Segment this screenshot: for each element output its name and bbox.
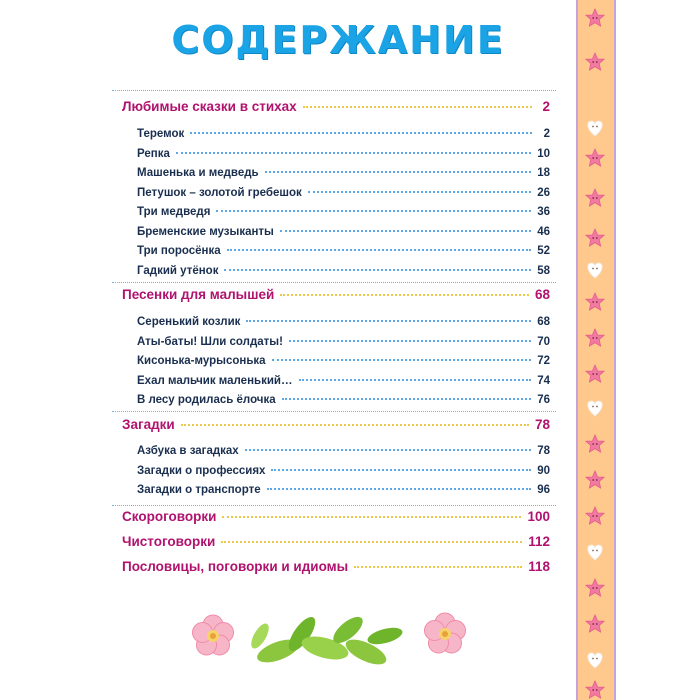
toc-item-title: Азбука в загадках [137, 445, 239, 457]
toc-section[interactable] [122, 99, 550, 119]
dot-leader [354, 566, 522, 568]
toc-page-number: 26 [537, 186, 550, 199]
toc-page-number: 46 [537, 225, 550, 238]
toc-page-number: 52 [537, 245, 550, 257]
dot-leader [303, 106, 532, 108]
flower-icon [425, 613, 466, 653]
dot-leader [190, 132, 532, 134]
star-icon [586, 293, 604, 310]
toc-section[interactable] [122, 509, 550, 529]
heart-icon [588, 401, 603, 416]
dot-leader [272, 359, 532, 361]
dot-leader [224, 269, 531, 271]
toc-section-title: Любимые сказки в стихах [122, 99, 297, 114]
toc-item[interactable] [137, 445, 550, 465]
star-icon [586, 9, 604, 26]
toc-section[interactable] [122, 559, 550, 579]
divider [112, 282, 556, 283]
dot-leader [245, 449, 532, 451]
star-icon [586, 615, 604, 632]
toc-item-title: Бременские музыканты [137, 225, 274, 238]
toc-item-title: Кисонька-мурысонька [137, 355, 266, 367]
star-icon [586, 435, 604, 452]
decorative-side-strip [576, 0, 616, 700]
toc-section[interactable] [122, 417, 550, 437]
dot-leader [280, 294, 529, 296]
toc-item-title: Машенька и медведь [137, 167, 259, 179]
toc-section-title: Загадки [122, 417, 175, 432]
dot-leader [227, 249, 532, 251]
dot-leader [271, 469, 531, 471]
toc-page-number: 18 [537, 167, 550, 179]
toc-item[interactable] [137, 148, 550, 168]
flower-icon [193, 615, 234, 655]
page-title: СОДЕРЖАНИЕ [171, 18, 505, 62]
toc-item-title: Гадкий утёнок [137, 264, 219, 277]
toc-item[interactable] [137, 128, 550, 148]
strip-pattern [578, 0, 610, 700]
toc-section[interactable] [122, 534, 550, 554]
heart-icon [588, 121, 603, 136]
dot-leader [308, 191, 531, 193]
toc-item[interactable] [137, 167, 550, 187]
star-icon [586, 149, 604, 166]
toc-item[interactable] [137, 226, 550, 246]
toc-page-number: 112 [528, 534, 550, 549]
dot-leader [216, 210, 531, 212]
toc-item-title: Серенький козлик [137, 316, 241, 328]
dot-leader [176, 152, 531, 154]
toc-page-number: 100 [527, 509, 550, 524]
toc-page-number: 76 [537, 394, 550, 406]
leaves-icon [248, 612, 404, 669]
toc-item-title: Загадки о профессиях [137, 464, 266, 477]
toc-page-number: 68 [534, 287, 550, 302]
toc-page-number: 78 [534, 417, 550, 432]
toc-section-title: Чистоговорки [122, 534, 216, 549]
toc-item[interactable] [137, 206, 550, 226]
toc-section-title: Скороговорки [122, 509, 217, 524]
dot-leader [282, 398, 532, 400]
dot-leader [280, 230, 531, 232]
star-icon [586, 579, 604, 596]
toc-page-number: 78 [537, 445, 550, 457]
star-icon [586, 681, 604, 698]
star-icon [586, 471, 604, 488]
star-icon [586, 229, 604, 246]
toc-page-number: 72 [537, 355, 550, 367]
dot-leader [181, 424, 529, 426]
heart-icon [588, 263, 603, 278]
toc-page-number: 90 [537, 464, 550, 477]
toc-page-number: 70 [537, 335, 550, 348]
dot-leader [299, 379, 532, 381]
toc-item-title: Теремок [137, 128, 185, 140]
toc-item[interactable] [137, 484, 550, 504]
toc-page-number: 68 [537, 316, 550, 328]
divider [112, 505, 556, 506]
toc-section[interactable] [122, 287, 550, 307]
toc-item-title: Три медведя [137, 206, 211, 218]
heart-icon [588, 653, 603, 668]
toc-page-number: 96 [537, 484, 550, 496]
toc-item[interactable] [137, 465, 550, 485]
toc-page-number: 118 [528, 559, 550, 574]
bottom-decoration [180, 596, 480, 676]
dot-leader [221, 541, 522, 543]
toc-section-title: Пословицы, поговорки и идиомы [122, 559, 349, 574]
dot-leader [289, 340, 531, 342]
toc-page-number: 36 [537, 206, 550, 218]
dot-leader [267, 488, 532, 490]
star-icon [586, 189, 604, 206]
toc-item-title: Загадки о транспорте [137, 484, 261, 496]
toc-page-number: 10 [537, 147, 550, 160]
star-icon [586, 329, 604, 346]
toc-item[interactable] [137, 375, 550, 395]
toc-item-title: В лесу родилась ёлочка [137, 394, 276, 406]
divider [112, 90, 556, 91]
toc-page-number: 2 [542, 99, 550, 114]
toc-item-title: Три поросёнка [137, 245, 221, 257]
toc-page-number: 74 [537, 374, 550, 387]
dot-leader [222, 516, 521, 518]
toc-item[interactable] [137, 355, 550, 375]
divider [112, 411, 556, 412]
toc-page-number: 2 [543, 128, 550, 140]
toc-item[interactable] [137, 245, 550, 265]
toc-item-title: Ехал мальчик маленький… [137, 374, 293, 387]
toc-item-title: Репка [137, 147, 170, 160]
star-icon [586, 53, 604, 70]
dot-leader [246, 320, 531, 322]
toc-section-title: Песенки для малышей [122, 287, 275, 302]
toc-item[interactable] [137, 187, 550, 207]
toc-item[interactable] [137, 336, 550, 356]
toc-item-title: Аты-баты! Шли солдаты! [137, 335, 283, 348]
toc-item-title: Петушок – золотой гребешок [137, 186, 302, 199]
toc-page-number: 58 [537, 264, 550, 277]
dot-leader [265, 171, 532, 173]
toc-item[interactable] [137, 316, 550, 336]
star-icon [586, 365, 604, 382]
heart-icon [588, 545, 603, 560]
star-icon [586, 507, 604, 524]
